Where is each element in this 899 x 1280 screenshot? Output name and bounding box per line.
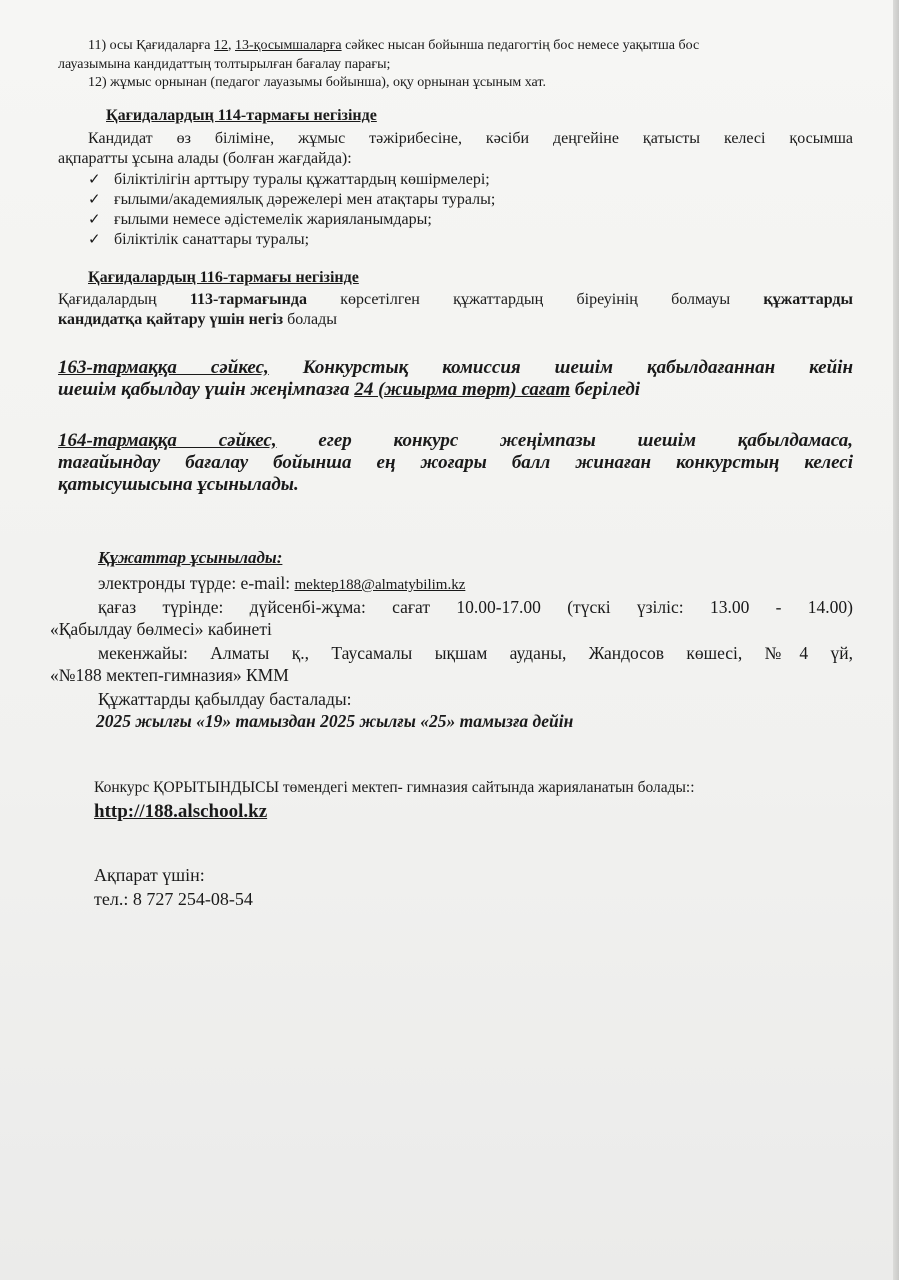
check-icon: ✓ [88, 212, 101, 228]
contact-phone: тел.: 8 727 254-08-54 [94, 889, 253, 909]
contact-label: Ақпарат үшін: [94, 865, 205, 885]
email-link[interactable]: mektep188@almatybilim.kz [294, 577, 466, 593]
check-icon: ✓ [88, 232, 101, 248]
list-item: ✓ ғылыми немесе әдістемелік жарияланымдары; [88, 211, 432, 228]
submission-details: электронды түрде: e-mail: mektep188@almatybilim.kz қағаз түрінде: дүйсенбі-жұма: сағат 10.00-17.00 (түскі үзіліс: 13.00 - 14.00) «Қабылдау бөлмесі» кабинеті мекенжайы: Алматы қ., Таусамалы ықшам ауданы, Жандосов көшесі, №4 үй, «№188 мектеп-гимназия» КММ Құжаттарды қабылдау басталады: 2025 жылғы «19» тамыздан 2025 жылғы «25» тамызға дейін [50, 573, 853, 731]
check-icon: ✓ [88, 192, 101, 208]
ref-12: 12 [214, 38, 229, 53]
section-114-intro: Кандидат өз біліміне, жұмыс тәжірибесіне, кәсіби деңгейіне қатысты келесі қосымша ақпаратты ұсына алады (болған жағдайда): [58, 130, 853, 167]
submission-heading: Құжаттар ұсынылады: [98, 548, 283, 567]
accept-dates: 2025 жылғы «19» тамыздан 2025 жылғы «25» тамызға дейін [96, 711, 574, 731]
results-url-link[interactable]: http://188.alschool.kz [94, 801, 268, 822]
check-icon: ✓ [88, 172, 101, 188]
section-114-heading: Қағидалардың 114-тармағы негізінде [106, 107, 377, 124]
section-163: 163-тармаққа сәйкес, Конкурстық комиссия шешім қабылдағаннан кейін шешім қабылдау үшін жеңімпазға 24 (жиырма төрт) сағат беріледі [58, 357, 853, 400]
item-11: 11) осы Қағидаларға 12, 13-қосымшаларға сәйкес нысан бойынша педагогтің бос немесе уақытша бос лауазымына кандидаттың толтырылған бағалау парағы; [58, 38, 700, 72]
section-114-list [58, 170, 853, 250]
contact-block [94, 863, 253, 911]
results-text: Конкурс ҚОРЫТЫНДЫСЫ төмендегі мектеп- гимназия сайтында жарияланатын болады:: [94, 779, 695, 796]
item-12: 12) жұмыс орнынан (педагог лауазымы бойынша), оқу орнынан ұсыным хат. [88, 75, 546, 90]
list-item: ✓ ғылыми/академиялық дәрежелері мен атақтары туралы; [88, 191, 496, 208]
section-116-heading: Қағидалардың 116-тармағы негізінде [88, 269, 359, 286]
list-item: ✓ біліктілігін арттыру туралы құжаттардың көшірмелері; [88, 171, 490, 188]
section-164: 164-тармаққа сәйкес, егер конкурс жеңімпазы шешім қабылдамаса, тағайындау бағалау бойынша ең жоғары балл жинаған конкурстың келесі қатысушысына ұсынылады. [58, 430, 853, 495]
page-edge [893, 0, 899, 1280]
ref-13: 13-қосымшаларға [235, 38, 342, 53]
section-116-paragraph: Қағидалардың 113-тармағында көрсетілген құжаттардың біреуінің болмауы құжаттарды кандидатқа қайтару үшін негіз болады [58, 291, 854, 328]
list-item: ✓ біліктілік санаттары туралы; [88, 231, 310, 248]
